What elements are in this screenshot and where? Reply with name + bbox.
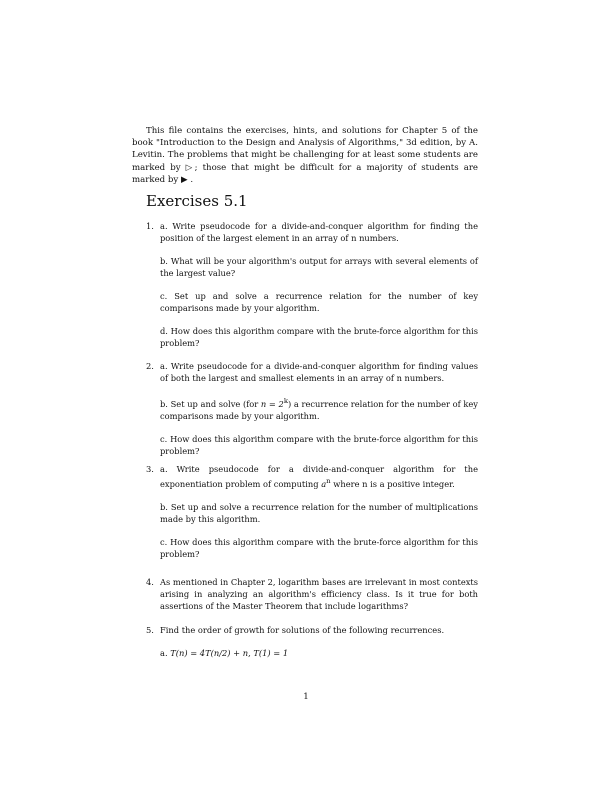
exercise-3 xyxy=(146,463,478,560)
exercise-number: 5. xyxy=(146,625,154,635)
exercise-5-text: Find the order of growth for solutions of the following recurrences. xyxy=(160,625,445,635)
exercise-5 xyxy=(146,624,478,659)
exercise-4-text: As mentioned in Chapter 2, logarithm bases are irrelevant in most contexts arising in analyzing an algorithm's efficiency class. Is it true for both assertions of the Master Theorem that include logarithms? xyxy=(160,577,478,611)
intro-text-3: . xyxy=(187,174,194,185)
exercise-5a xyxy=(160,647,478,659)
exercise-4 xyxy=(146,576,478,612)
exercise-1a: a. Write pseudocode for a divide-and-conquer algorithm for finding the position of the largest element in an array of n numbers. xyxy=(160,221,478,243)
exercise-1b: b. What will be your algorithm's output for arrays with several elements of the largest value? xyxy=(160,256,478,278)
exercise-3c: c. How does this algorithm compare with the brute-force algorithm for this problem? xyxy=(160,536,478,559)
intro-paragraph xyxy=(132,125,478,186)
page-number: 1 xyxy=(303,692,309,702)
exercise-number: 2. xyxy=(146,361,154,371)
exercise-number: 1. xyxy=(146,221,154,231)
intro-text-1: This file contains the exercises, hints, and solutions for Chapter 5 of the book "Introduction to the Design and Analysis of Algorithms," 3d edition, by A. Levitin. The problems that might be challenging for at least some students are marked by xyxy=(132,126,478,173)
exercise-5a-math: T(n) = 4T(n/2) + n, T(1) = 1 xyxy=(170,648,289,658)
exercise-2b-post: ) a recurrence relation for the number of key comparisons made by your algorithm. xyxy=(160,398,478,421)
exercise-2b-math: n = 2 xyxy=(260,398,284,409)
exercise-number: 4. xyxy=(146,577,154,587)
exercise-2 xyxy=(146,360,478,457)
exercise-1 xyxy=(146,220,478,349)
exercise-1d: d. How does this algorithm compare with the brute-force algorithm for this problem? xyxy=(160,326,478,348)
exercise-2a: a. Write pseudocode for a divide-and-conquer algorithm for finding values of both the largest and smallest elements in an array of n numbers. xyxy=(160,361,478,383)
exercise-3a-pre: a. Write pseudocode for a divide-and-conquer algorithm for the exponentiation problem of computing xyxy=(160,464,478,489)
difficult-mark-icon: ▶ xyxy=(181,174,188,185)
exercise-2c: c. How does this algorithm compare with the brute-force algorithm for this problem? xyxy=(160,433,478,456)
intro-text-2: ; those that might be difficult for a majority of students are marked by xyxy=(132,162,479,185)
challenging-mark-icon: ▷ xyxy=(185,162,195,173)
exercise-2b-pre: b. Set up and solve (for xyxy=(160,398,261,409)
section-heading: Exercises 5.1 xyxy=(146,192,248,210)
exercise-1c: c. Set up and solve a recurrence relation for the number of key comparisons made by your algorithm. xyxy=(160,291,478,313)
exercise-3b: b. Set up and solve a recurrence relation for the number of multiplications made by this algorithm. xyxy=(160,501,478,524)
exercise-2b-sup: k xyxy=(283,397,289,405)
exercise-3a-math: a xyxy=(321,478,327,489)
exercise-2b xyxy=(160,395,478,422)
exercise-number: 3. xyxy=(146,464,154,474)
exercise-3a xyxy=(160,463,478,490)
exercise-3a-sup: n xyxy=(326,477,331,485)
exercise-5a-label: a. xyxy=(160,648,168,658)
exercise-3a-post: where n is a positive integer. xyxy=(330,478,455,489)
